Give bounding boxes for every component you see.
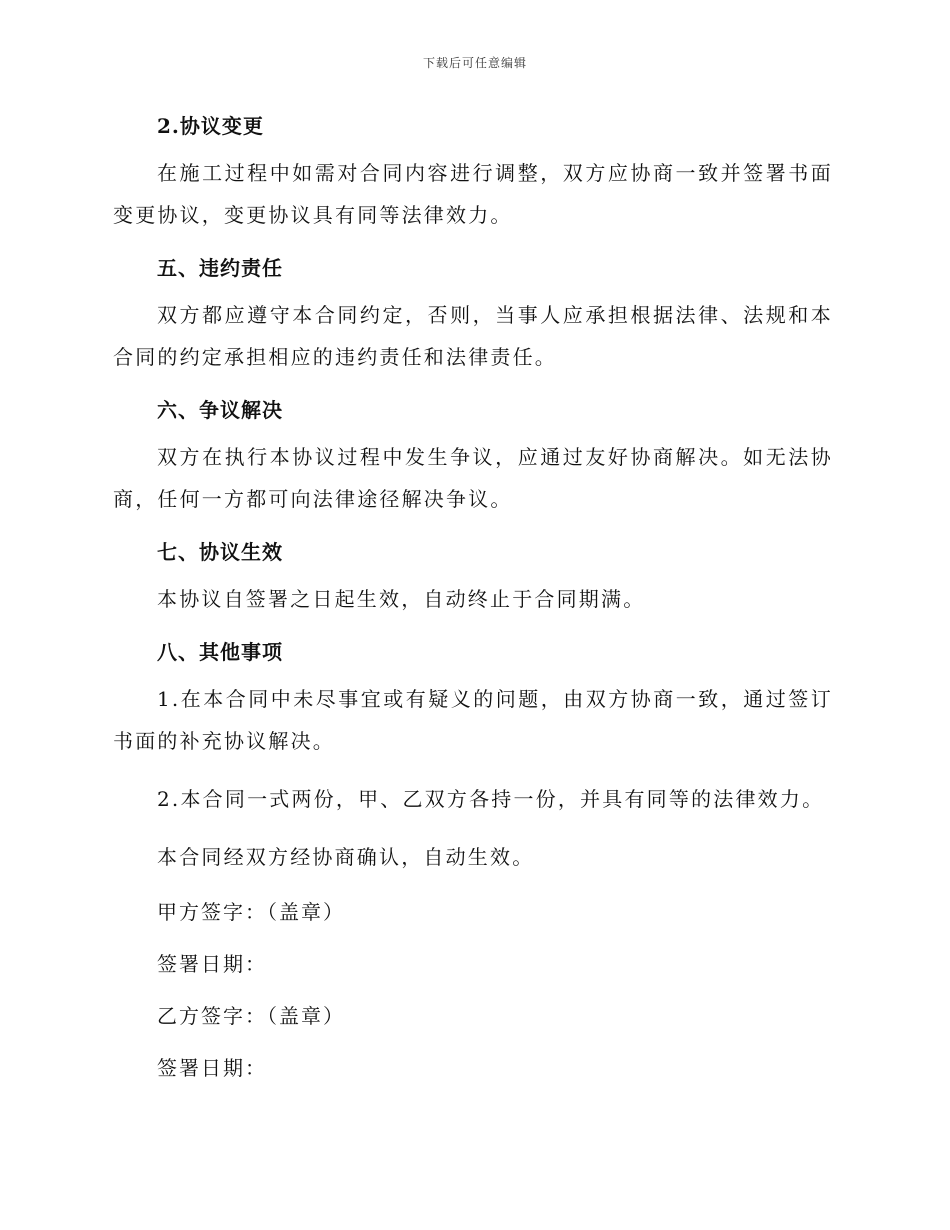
- paragraph-other-matters-1: 1.在本合同中未尽事宜或有疑义的问题，由双方协商一致，通过签订书面的补充协议解决。: [113, 687, 833, 753]
- paragraph-dispute-resolution: 双方在执行本协议过程中发生争议，应通过友好协商解决。如无法协商，任何一方都可向法律途径解决争议。: [113, 445, 833, 511]
- document-body: [113, 108, 833, 1086]
- section-heading-agreement-effect: 七、协议生效: [157, 540, 283, 564]
- signature-date-b: 签署日期：: [157, 1056, 267, 1080]
- signature-date-a: 签署日期：: [157, 952, 267, 976]
- section-heading-breach-liability: 五、违约责任: [157, 256, 283, 280]
- page-header: 下载后可任意编辑: [422, 56, 527, 70]
- paragraph-other-matters-3: 本合同经双方经协商确认，自动生效。: [157, 845, 535, 869]
- paragraph-agreement-change: 在施工过程中如需对合同内容进行调整，双方应协商一致并签署书面变更协议，变更协议具有同等法律效力。: [113, 161, 833, 227]
- signature-party-a: 甲方签字：（盖章）: [157, 900, 345, 924]
- paragraph-agreement-effect: 本协议自签署之日起生效，自动终止于合同期满。: [157, 587, 646, 611]
- section-heading-agreement-change: 2.协议变更: [157, 114, 264, 138]
- paragraph-other-matters-2: 2.本合同一式两份，甲、乙双方各持一份，并具有同等的法律效力。: [157, 787, 825, 811]
- section-heading-other-matters: 八、其他事项: [157, 640, 283, 664]
- signature-party-b: 乙方签字：（盖章）: [157, 1004, 345, 1028]
- section-heading-dispute-resolution: 六、争议解决: [157, 398, 283, 422]
- paragraph-breach-liability: 双方都应遵守本合同约定，否则，当事人应承担根据法律、法规和本合同的约定承担相应的违约责任和法律责任。: [113, 303, 833, 369]
